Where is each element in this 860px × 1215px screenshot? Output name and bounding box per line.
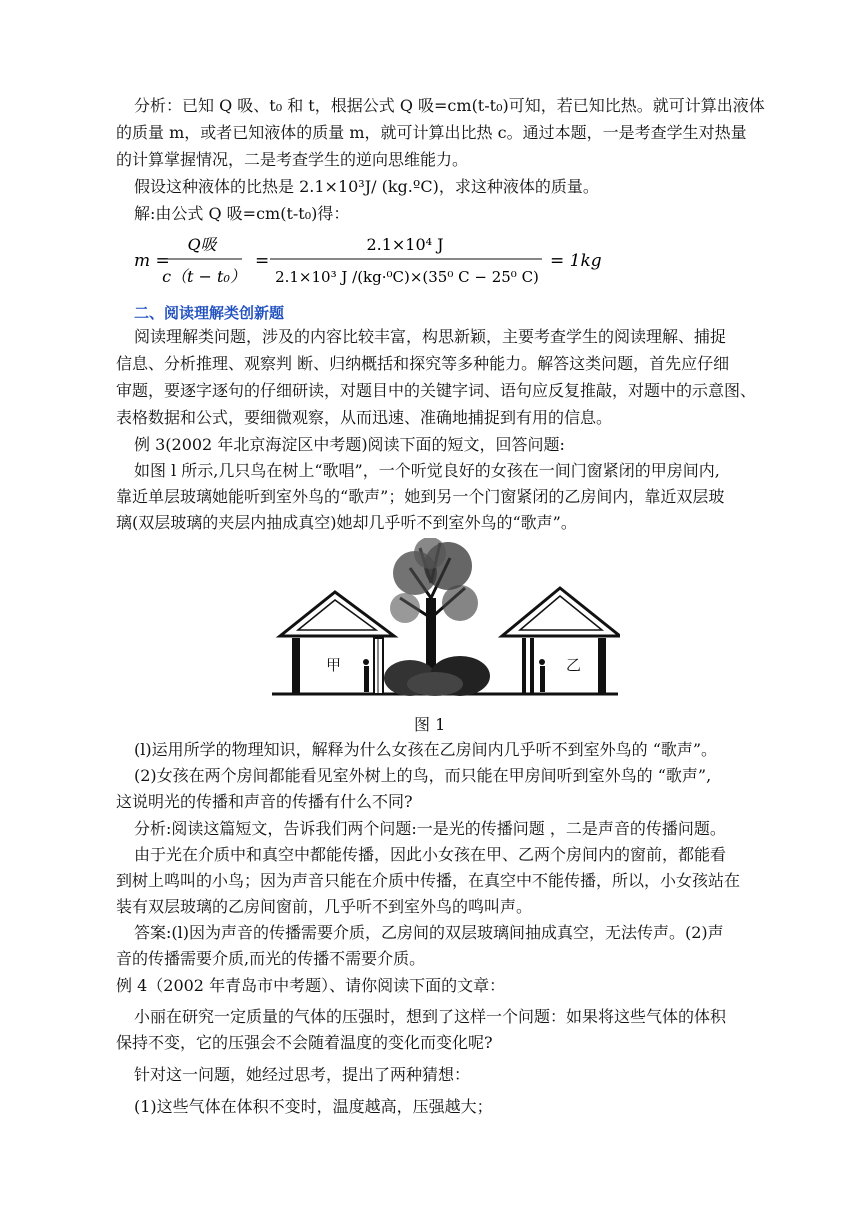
paragraph-line: 分析:阅读这篇短文，告诉我们两个问题:一是光的传播问题 ，二是声音的传播问题。 [134,819,726,838]
paragraph-line: 审题，要逐字逐句的仔细研读，对题目中的关键字词、语句应反复推敲，对题中的示意图、 [116,381,757,400]
formula-lhs: m = [134,251,170,271]
paragraph-line: 的计算掌握情况，二是考查学生的逆向思维能力。 [116,150,469,169]
paragraph-line: 阅读理解类问题，涉及的内容比较丰富，构思新颖，主要考查学生的阅读理解、捕捉 [134,327,727,346]
paragraph-line: 到树上鸣叫的小鸟；因为声音只能在介质中传播，在真空中不能传播，所以，小女孩站在 [116,871,741,890]
paragraph-line: 答案:(l)因为声音的传播需要介质，乙房间的双层玻璃间抽成真空，无法传声。(2)声 [134,923,724,942]
formula-result: = 1kg [550,251,602,271]
mass-formula [130,228,730,290]
formula-frac1-numerator: Q吸 [187,235,217,254]
paragraph-line: (2)女孩在两个房间都能看见室外树上的鸟，而只能在甲房间听到室外鸟的 “歌声”, [134,766,712,785]
paragraph-line: 小丽在研究一定质量的气体的压强时，想到了这样一个问题：如果将这些气体的体积 [134,1007,727,1026]
formula-frac1-denominator: c（t − t₀） [162,267,246,286]
paragraph-line: 璃(双层玻璃的夹层内抽成真空)她却几乎听不到室外鸟的“歌声”。 [116,513,577,532]
paragraph-line: 这说明光的传播和声音的传播有什么不同? [116,792,413,811]
paragraph-line: 保持不变，它的压强会不会随着温度的变化而变化呢? [116,1033,493,1052]
paragraph-line: 由于光在介质中和真空中都能传播，因此小女孩在甲、乙两个房间内的窗前，都能看 [134,845,727,864]
paragraph-line: 音的传播需要介质,而光的传播不需要介质。 [116,949,426,968]
paragraph-line: (1)这些气体在体积不变时，温度越高，压强越大； [134,1097,493,1116]
figure-houses-tree [270,538,620,703]
svg-text:=: = [255,251,270,271]
paragraph-line: 装有双层玻璃的乙房间窗前，几乎听不到室外鸟的鸣叫声。 [116,897,533,916]
figure-caption: 图 1 [414,715,446,734]
room-label-right: 乙 [566,656,582,674]
paragraph-line: 的质量 m，或者已知液体的质量 m，就可计算出比热 c。通过本题，一是考查学生对热量 [116,123,747,142]
paragraph-line: 假设这种液体的比热是 2.1×10³J/ (kg.ºC)，求这种液体的质量。 [134,177,599,196]
paragraph-line: 靠近单层玻璃她能听到室外鸟的“歌声”；她到另一个门窗紧闭的乙房间内，靠近双层玻 [116,487,725,506]
paragraph-line: 例 4（2002 年青岛市中考题）、请你阅读下面的文章： [116,976,506,995]
paragraph-line: 表格数据和公式，要细微观察，从而迅速、准确地捕捉到有用的信息。 [116,408,613,427]
paragraph-line: (l)运用所学的物理知识，解释为什么女孩在乙房间内几乎听不到室外鸟的 “歌声”。 [134,740,718,759]
paragraph-line: 针对这一问题，她经过思考，提出了两种猜想： [134,1065,471,1084]
paragraph-line: 分析：已知 Q 吸、t₀ 和 t，根据公式 Q 吸=cm(t-t₀)可知，若已知比热。就可计算出液体 [134,96,765,115]
formula-frac2-denominator: 2.1×10³ J /(kg·⁰C)×(35⁰ C − 25⁰ C) [275,268,539,286]
room-label-left: 甲 [326,656,342,674]
paragraph-line: 例 3(2002 年北京海淀区中考题)阅读下面的短文，回答问题: [134,435,565,454]
formula-frac2-numerator: 2.1×10⁴ J [366,235,444,254]
paragraph-line: 信息、分析推理、观察判 断、归纳概括和探究等多种能力。解答这类问题，首先应仔细 [116,354,730,373]
paragraph-line: 解:由公式 Q 吸=cm(t-t₀)得： [134,204,350,223]
paragraph-line: 如图 l 所示,几只鸟在树上“歌唱”，一个听觉良好的女孩在一间门窗紧闭的甲房间内, [134,461,720,480]
section-heading: 二、阅读理解类创新题 [134,304,285,322]
